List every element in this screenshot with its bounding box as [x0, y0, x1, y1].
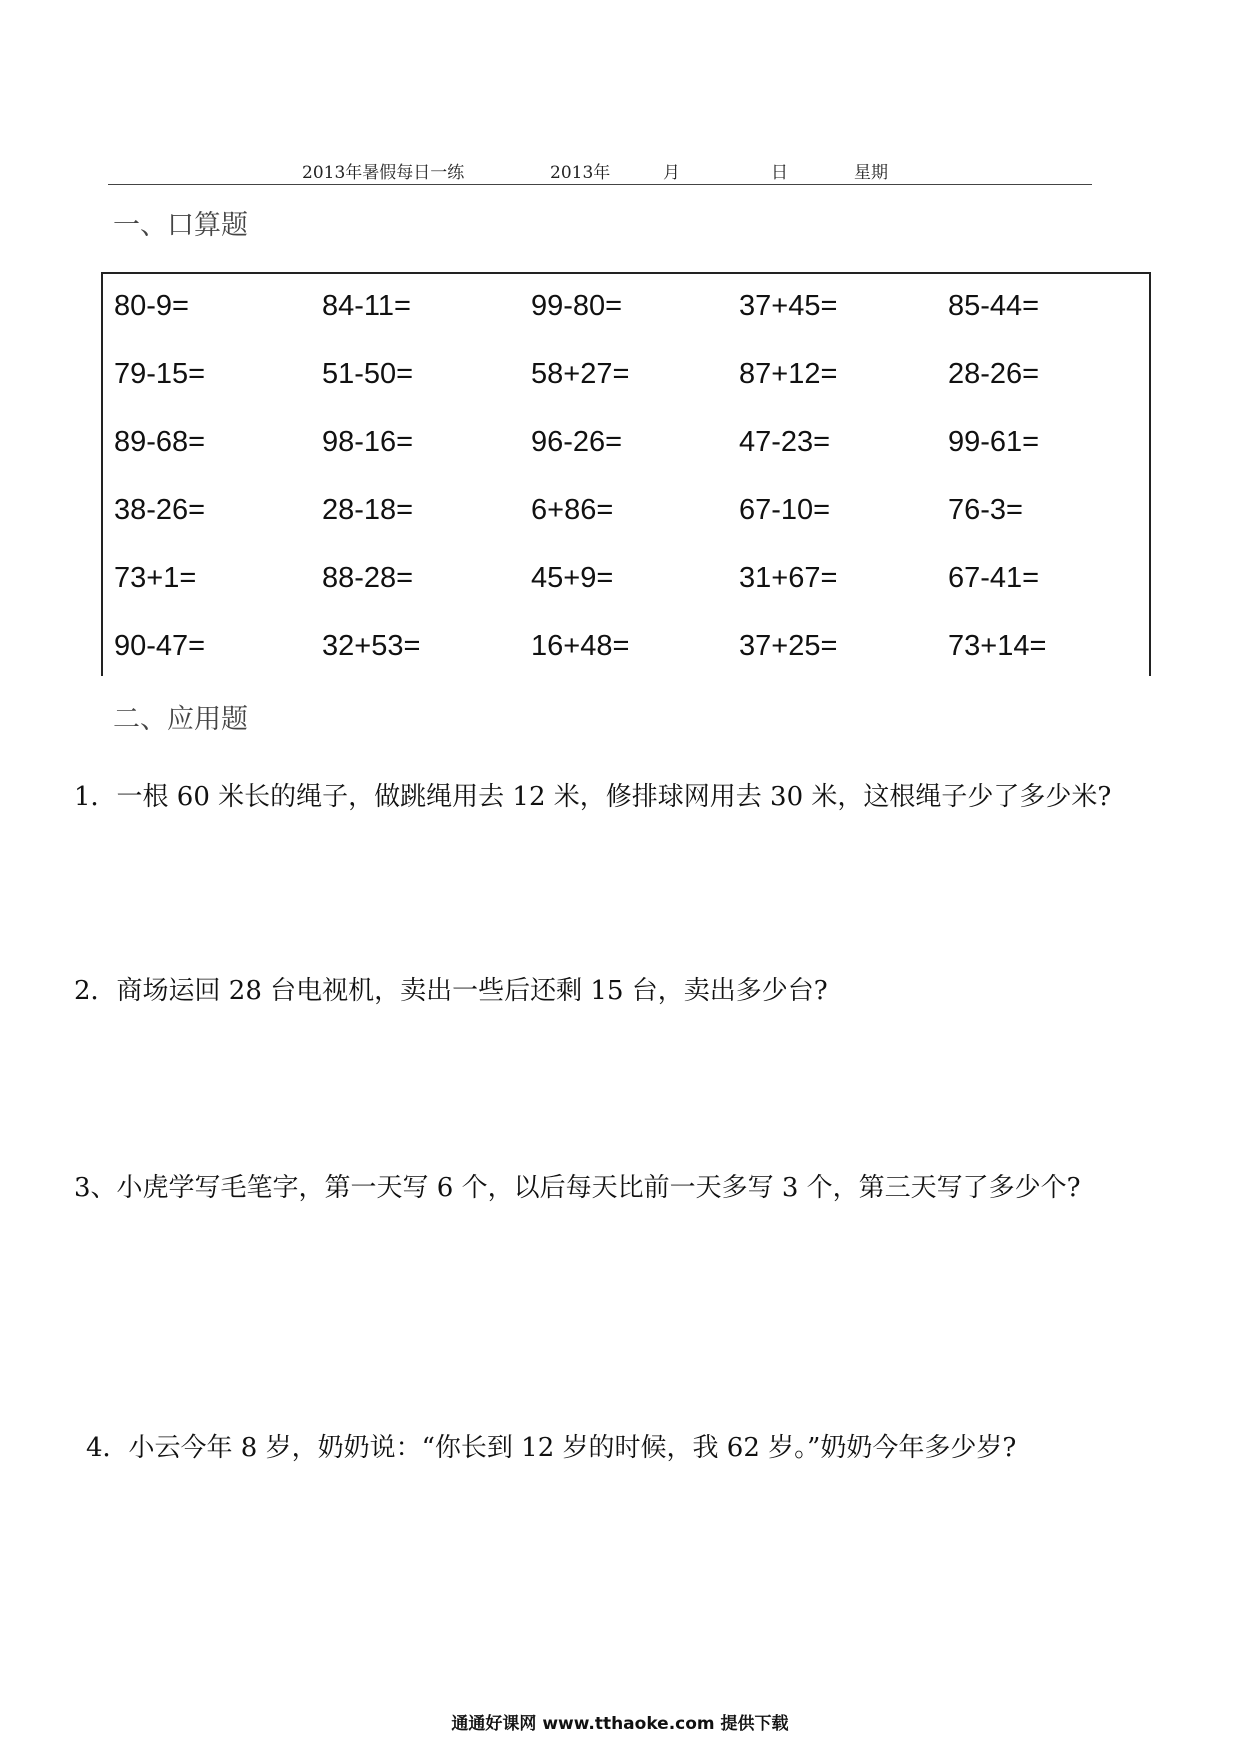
header-title: 2013年暑假每日一练	[302, 163, 465, 183]
calc-item: 37+45=	[739, 290, 838, 322]
question-4: 4．小云今年 8 岁，奶奶说：“你长到 12 岁的时候，我 62 岁。”奶奶今年多少岁?	[86, 1433, 1017, 1463]
calc-row	[103, 290, 1149, 330]
calc-item: 90-47=	[114, 630, 206, 662]
header-weekday: 星期	[854, 163, 888, 183]
section-title-calc: 一、口算题	[113, 210, 248, 241]
header-day: 日	[771, 163, 788, 183]
calc-item: 73+1=	[114, 562, 197, 594]
calc-item: 96-26=	[531, 426, 623, 458]
calc-item: 16+48=	[531, 630, 630, 662]
calc-item: 67-41=	[948, 562, 1040, 594]
calc-item: 99-61=	[948, 426, 1040, 458]
calc-item: 31+67=	[739, 562, 838, 594]
calc-item: 87+12=	[739, 358, 838, 390]
calc-item: 6+86=	[531, 494, 614, 526]
calc-item: 51-50=	[322, 358, 414, 390]
calc-row	[103, 630, 1149, 670]
calc-row	[103, 494, 1149, 534]
calc-item: 28-18=	[322, 494, 414, 526]
calc-item: 98-16=	[322, 426, 414, 458]
header-month: 月	[663, 163, 680, 183]
calc-item: 28-26=	[948, 358, 1040, 390]
calc-item: 89-68=	[114, 426, 206, 458]
calc-item: 84-11=	[322, 290, 411, 322]
calc-item: 32+53=	[322, 630, 421, 662]
question-3: 3、小虎学写毛笔字，第一天写 6 个，以后每天比前一天多写 3 个，第三天写了多少个?	[74, 1173, 1081, 1203]
calc-row	[103, 562, 1149, 602]
section-title-word-problems: 二、应用题	[113, 704, 248, 735]
question-2: 2．商场运回 28 台电视机，卖出一些后还剩 15 台，卖出多少台?	[74, 976, 828, 1006]
calc-item: 85-44=	[948, 290, 1040, 322]
calc-item: 73+14=	[948, 630, 1047, 662]
header-year: 2013年	[550, 163, 611, 183]
calc-item: 47-23=	[739, 426, 831, 458]
calc-item: 88-28=	[322, 562, 414, 594]
calc-item: 76-3=	[948, 494, 1023, 526]
calc-row	[103, 358, 1149, 398]
calc-item: 80-9=	[114, 290, 189, 322]
calc-item: 45+9=	[531, 562, 614, 594]
calc-item: 37+25=	[739, 630, 838, 662]
calc-item: 58+27=	[531, 358, 630, 390]
calc-row	[103, 426, 1149, 466]
calc-item: 99-80=	[531, 290, 623, 322]
footer-source: 通通好课网 www.tthaoke.com 提供下载	[451, 1714, 789, 1734]
page-header	[108, 152, 1092, 185]
calc-item: 38-26=	[114, 494, 206, 526]
calc-table	[101, 272, 1151, 676]
calc-item: 79-15=	[114, 358, 206, 390]
question-1: 1．一根 60 米长的绳子，做跳绳用去 12 米，修排球网用去 30 米，这根绳子少了多少米?	[74, 782, 1112, 812]
calc-item: 67-10=	[739, 494, 831, 526]
